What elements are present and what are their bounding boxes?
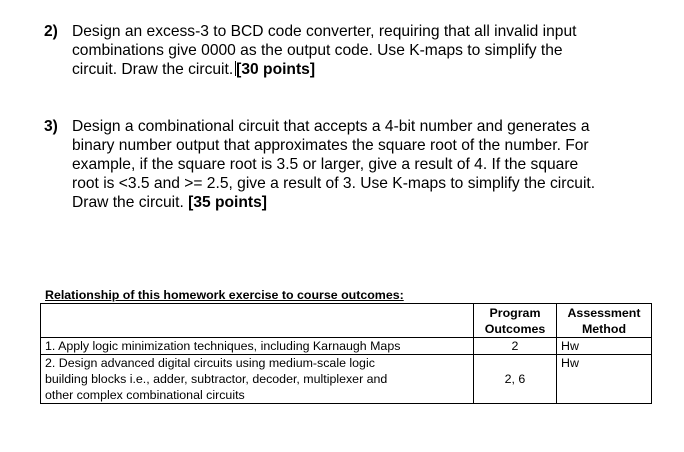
header-outcome — [41, 304, 474, 338]
assessment-method-value: Hw — [557, 338, 652, 355]
table-header-row — [41, 304, 652, 338]
problem-3-text — [72, 117, 672, 212]
outcome-line: 1. Apply logic minimization techniques, including Karnaugh Maps — [45, 339, 401, 353]
problem-2-line-last — [72, 60, 672, 79]
table-row — [41, 355, 652, 404]
problem-3-line: Draw the circuit. — [72, 194, 184, 211]
header-assessment-line2: Method — [581, 322, 627, 336]
header-assessment-method — [557, 304, 652, 338]
outcomes-heading: Relationship of this homework exercise to course outcomes: — [45, 288, 404, 302]
header-program-outcomes — [474, 304, 557, 338]
problem-2-line: combinations give 0000 as the output code. Use K-maps to simplify the — [72, 42, 563, 59]
problem-3-number: 3) — [44, 118, 58, 135]
problem-3-points: [35 points] — [188, 194, 267, 211]
header-assessment-line1: Assessment — [567, 306, 641, 320]
header-program-line1: Program — [489, 306, 541, 320]
problem-2-line: Design an excess-3 to BCD code converter, requiring that all invalid input — [72, 23, 577, 40]
problem-2-line: circuit. Draw the circuit. — [72, 61, 234, 78]
cropped-previous-text — [50, 0, 610, 3]
table-row — [41, 338, 652, 355]
problem-3-line: example, if the square root is 3.5 or larger, give a result of 4. If the square — [72, 156, 579, 173]
outcome-line: other complex combinational circuits — [45, 388, 245, 402]
problem-2-number: 2) — [44, 23, 58, 40]
problem-3-line: root is <3.5 and >= 2.5, give a result of 3. Use K-maps to simplify the circuit. — [72, 175, 596, 192]
outcome-line: 2. Design advanced digital circuits using medium-scale logic — [45, 356, 375, 370]
outcome-line: building blocks i.e., adder, subtractor, decoder, multiplexer and — [45, 372, 388, 386]
outcomes-table — [40, 303, 652, 404]
program-outcomes-value: 2 — [474, 338, 557, 355]
problem-3-line: Design a combinational circuit that accepts a 4-bit number and generates a — [72, 118, 590, 135]
assessment-method-value: Hw — [557, 355, 652, 404]
program-outcomes-value: 2, 6 — [474, 355, 557, 404]
header-program-line2: Outcomes — [484, 322, 546, 336]
outcome-description — [41, 338, 474, 355]
problem-3-line-last — [72, 193, 672, 212]
outcome-description — [41, 355, 474, 404]
problem-2-text — [72, 22, 672, 79]
problem-2-points: [30 points] — [236, 61, 316, 78]
problem-3-line: binary number output that approximates the square root of the number. For — [72, 137, 589, 154]
